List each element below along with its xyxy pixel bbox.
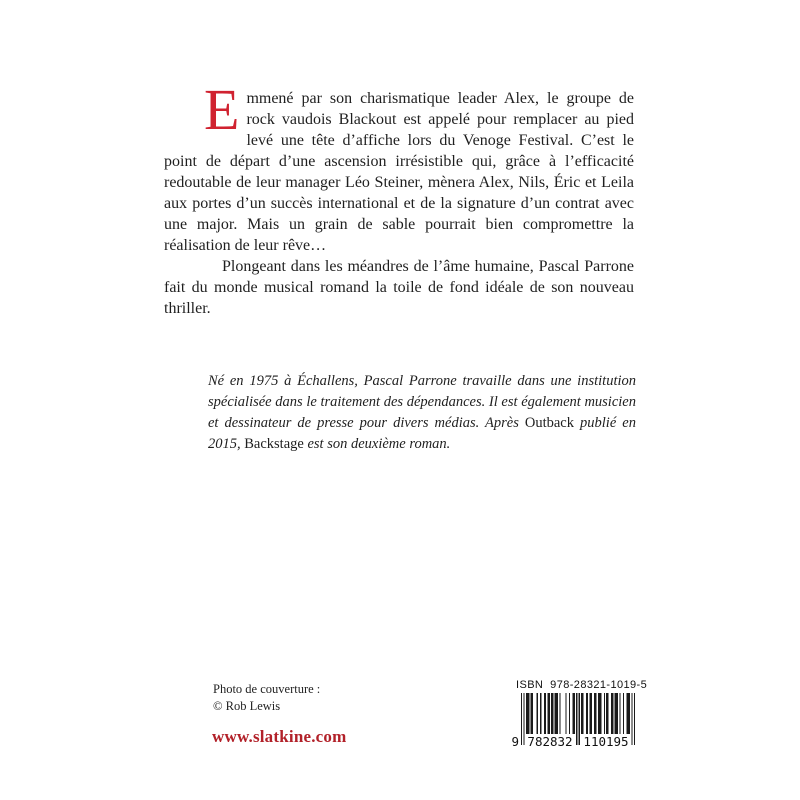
synopsis-paragraph bbox=[164, 77, 634, 319]
barcode-digits-right: 110195 bbox=[581, 734, 631, 749]
isbn-barcode-block bbox=[508, 679, 648, 749]
barcode-digits-left: 782832 bbox=[525, 734, 575, 749]
drop-cap-letter: E bbox=[204, 77, 240, 142]
synopsis-text: mmené par son charismatique leader Alex, le groupe de rock vaudois Blackout est appelé pour remplacer au pied levé une tête d’affiche lors du Venoge Festival. C’est le point de départ d’une ascension irrésistible qui, grâce à l’efficacité redoutable de leur manager Léo Steiner, mènera Alex, Nils, Éric et Leila aux portes d’un succès international et de la signature d’un contrat avec une major. Mais un grain de sable pourrait bien compromettre la réalisation de leur rêve… bbox=[164, 90, 634, 254]
photo-credit-label: Photo de couverture : bbox=[213, 682, 321, 696]
photo-credit-copyright: © Rob Lewis bbox=[213, 699, 281, 713]
book-title-backstage: Backstage bbox=[244, 436, 304, 452]
bio-text-1: Né en 1975 à Échallens, Pascal Parrone travaille dans une institution spécialisée dans le traitement des dépendances. Il est également musicien et dessinateur de presse pour divers médias. Après bbox=[208, 373, 636, 431]
photo-credit bbox=[213, 681, 320, 715]
bio-text-3: est son deuxième roman. bbox=[303, 436, 451, 452]
book-title-outback: Outback bbox=[524, 415, 574, 431]
barcode-digit-first: 9 bbox=[509, 734, 519, 749]
ean13-barcode bbox=[511, 693, 635, 749]
author-bio bbox=[208, 371, 636, 455]
synopsis-paragraph-2: Plongeant dans les méandres de l’âme humaine, Pascal Parrone fait du monde musical romand la toile de fond idéale de son nouveau thriller. bbox=[164, 258, 634, 317]
isbn-label: ISBN 978-28321-1019-5 bbox=[516, 679, 648, 691]
publisher-website-url: www.slatkine.com bbox=[212, 727, 347, 746]
bio-text-2: publié en 2015, bbox=[208, 415, 636, 452]
